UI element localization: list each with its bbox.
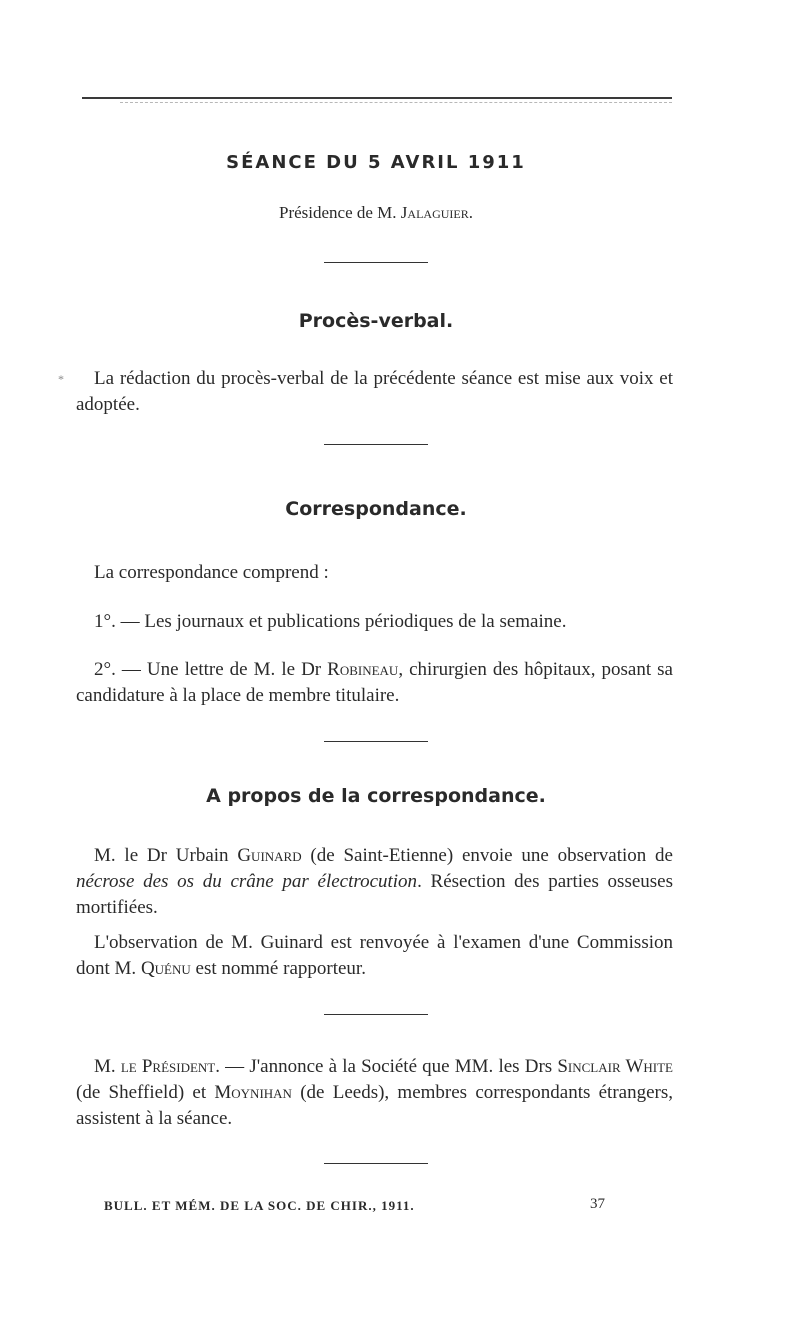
p1-name: Guinard bbox=[237, 845, 302, 866]
item2-name: Robineau bbox=[327, 659, 399, 680]
correspondance-intro: La correspondance comprend : bbox=[94, 562, 329, 583]
p1-italic: nécrose des os du crâne par électrocution bbox=[76, 871, 418, 892]
item2-text-b: , chirurgien des hôpitaux, posant sa candidature à la place de membre titulaire. bbox=[76, 659, 673, 706]
item2-text-a: 2°. — Une lettre de M. le Dr bbox=[94, 659, 328, 680]
proces-verbal-text: La rédaction du procès-verbal de la précédente séance est mise aux voix et adoptée. bbox=[76, 368, 673, 415]
p2-text-a: L'observation de M. Guinard est renvoyée à l'examen d'une Commission dont M. bbox=[76, 932, 673, 979]
p2-name: Quénu bbox=[140, 958, 191, 979]
correspondance-item-1: 1°. — Les journaux et publications périodiques de la semaine. bbox=[94, 611, 567, 632]
separator-2 bbox=[324, 444, 428, 445]
p1-text-a: M. le Dr Urbain bbox=[94, 845, 238, 866]
footer-citation: BULL. ET MÉM. DE LA SOC. DE CHIR., 1911. bbox=[104, 1198, 415, 1213]
presidency-prefix: Présidence de M. bbox=[278, 203, 401, 222]
pn-text-c: (de Sheffield) et bbox=[76, 1082, 215, 1103]
a-propos-paragraph-1 bbox=[76, 843, 673, 921]
separator-4 bbox=[324, 1014, 428, 1015]
pn-name-2: Moynihan bbox=[214, 1082, 292, 1103]
separator-3 bbox=[324, 741, 428, 742]
p1-text-c: . Résection des parties osseuses mortifiées. bbox=[76, 871, 673, 918]
presidency-line: Présidence de M. Jalaguier. bbox=[278, 203, 473, 222]
top-rule bbox=[82, 97, 672, 99]
margin-mark: * bbox=[58, 372, 64, 386]
pn-text-a: M. bbox=[94, 1056, 121, 1077]
a-propos-paragraph-2 bbox=[76, 930, 673, 982]
top-rule-dashed bbox=[120, 102, 672, 103]
p2-text-b: est nommé rapporteur. bbox=[190, 958, 366, 979]
session-title: SÉANCE DU 5 AVRIL 1911 bbox=[226, 152, 526, 173]
page-number: 37 bbox=[590, 1196, 605, 1212]
pn-text-d: (de Leeds), membres correspondants étrangers, assistent à la séance. bbox=[76, 1082, 673, 1129]
correspondance-item-2 bbox=[76, 657, 673, 709]
separator-5 bbox=[324, 1163, 428, 1164]
president-note bbox=[76, 1054, 673, 1132]
pn-name-1: Sinclair White bbox=[557, 1056, 673, 1077]
p1-text-b: (de Saint-Etienne) envoie une observation de bbox=[301, 845, 673, 866]
heading-proces-verbal: Procès-verbal. bbox=[298, 310, 454, 332]
heading-correspondance: Correspondance. bbox=[285, 498, 467, 520]
president-name: Jalaguier bbox=[400, 203, 469, 222]
separator-1 bbox=[324, 262, 428, 263]
pn-title: le Président bbox=[120, 1056, 216, 1077]
pn-text-b: . — J'annonce à la Société que MM. les Drs bbox=[215, 1056, 558, 1077]
heading-a-propos: A propos de la correspondance. bbox=[206, 785, 546, 807]
